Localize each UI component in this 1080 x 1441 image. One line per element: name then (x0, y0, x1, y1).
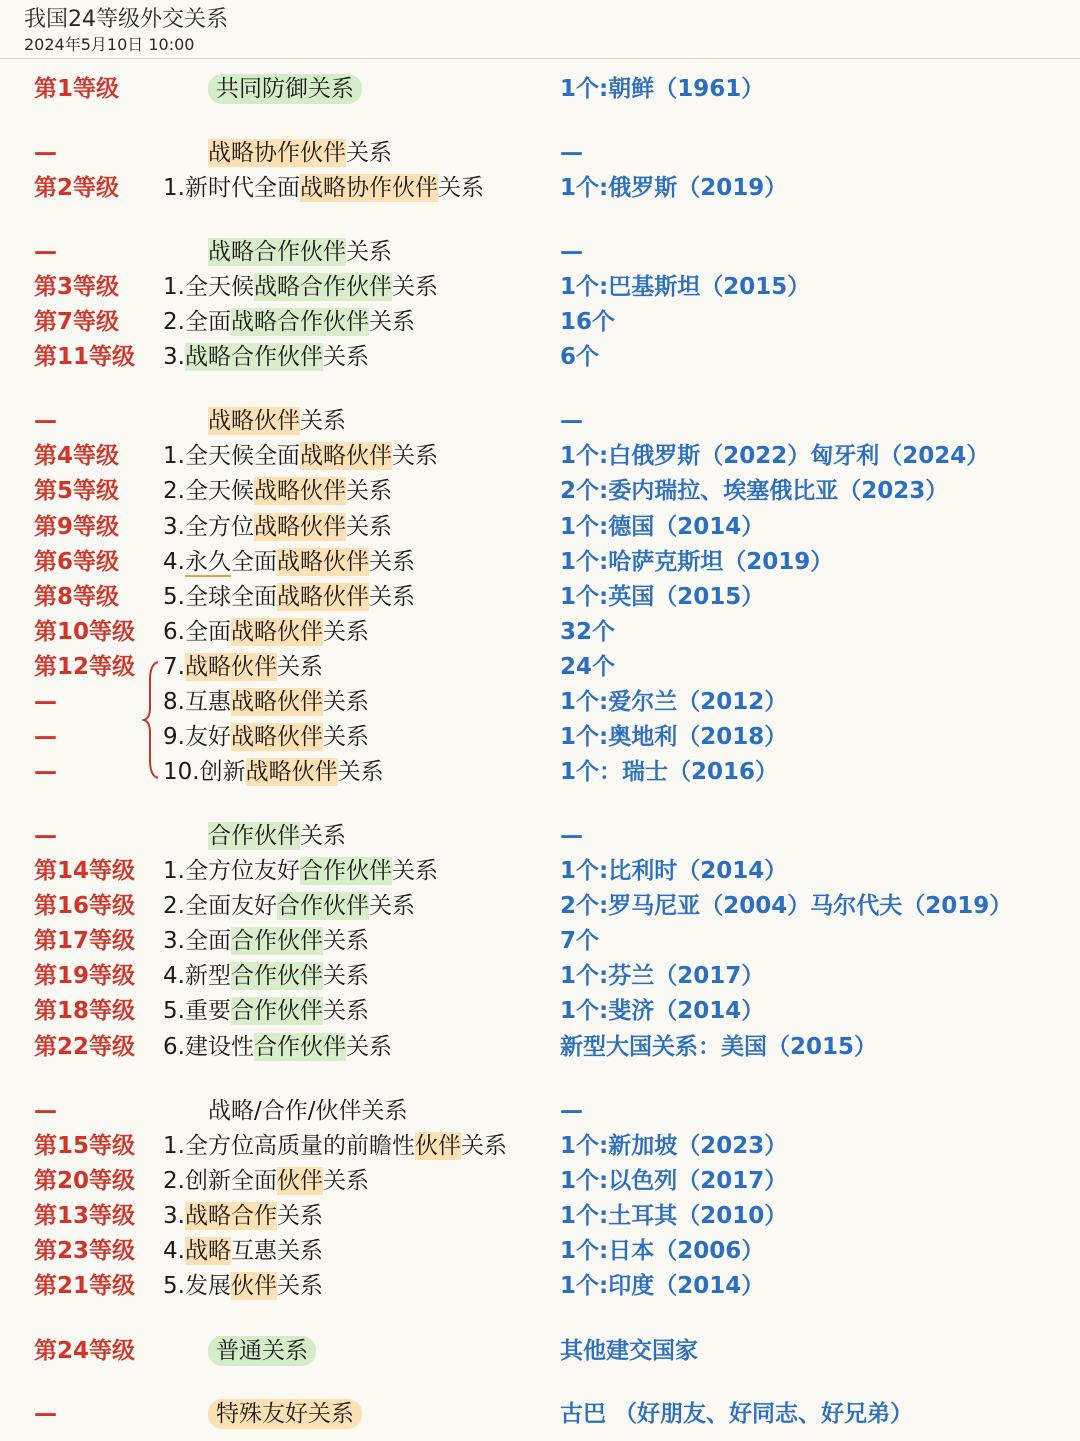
highlight-mark: 合作伙伴 (208, 823, 300, 849)
relation-text: 1.全方位友好 (163, 858, 300, 884)
relation-name (163, 580, 415, 615)
country-count: 1个:德国（2014） (560, 514, 765, 540)
highlight-mark: 战略伙伴 (230, 724, 323, 750)
relation-text: 5.全球全面 (163, 584, 277, 610)
country-count: — (560, 140, 583, 166)
level-label: — (34, 1098, 57, 1124)
relation-name (163, 1234, 323, 1269)
relation-name (208, 235, 392, 270)
country-count: — (560, 1098, 583, 1124)
highlight-mark: 战略伙伴 (245, 759, 338, 785)
relation-row (0, 924, 1080, 959)
relation-row (0, 1234, 1080, 1269)
level-label: 第7等级 (34, 309, 120, 335)
country-count: 1个:日本（2006） (560, 1238, 765, 1264)
relation-name (163, 305, 415, 340)
relation-name (163, 474, 392, 509)
highlight-pill: 普通关系 (208, 1336, 316, 1366)
relation-row (0, 959, 1080, 994)
relation-name (163, 1030, 392, 1065)
highlight-mark: 战略合作伙伴 (253, 274, 392, 300)
brace-bracket (142, 660, 162, 780)
relation-text: 关系 (276, 1203, 323, 1229)
relation-text: 5.发展 (163, 1273, 231, 1299)
level-label: 第21等级 (34, 1273, 136, 1299)
relation-row (0, 474, 1080, 509)
country-count: — (560, 823, 583, 849)
highlight-mark: 战略伙伴 (253, 478, 346, 504)
country-count: 1个:哈萨克斯坦（2019） (560, 549, 834, 575)
relation-text: 关系 (337, 759, 384, 785)
relation-row (0, 685, 1080, 720)
highlight-mark: 合作伙伴 (299, 858, 392, 884)
relation-text: 关系 (368, 584, 415, 610)
relation-text: 关系 (322, 998, 369, 1024)
level-label: 第22等级 (34, 1034, 136, 1060)
relation-text: 关系 (322, 724, 369, 750)
relation-row (0, 270, 1080, 305)
relation-row (0, 580, 1080, 615)
highlight-mark: 合作伙伴 (253, 1034, 346, 1060)
relation-text: 关系 (322, 928, 369, 954)
country-count: 1个:俄罗斯（2019） (560, 175, 788, 201)
level-label: — (34, 724, 57, 750)
level-label: 第18等级 (34, 998, 136, 1024)
relation-name (163, 1269, 323, 1304)
relation-text: 2.全天候 (163, 478, 254, 504)
level-label: 第8等级 (34, 584, 120, 610)
relation-text: 关系 (300, 823, 346, 849)
level-label: — (34, 140, 57, 166)
relation-name (163, 615, 369, 650)
highlight-mark: 战略 (184, 1238, 231, 1264)
level-label: 第2等级 (34, 175, 120, 201)
relation-name (163, 854, 438, 889)
country-count: 16个 (560, 309, 616, 335)
relation-text: 2.创新全面 (163, 1168, 277, 1194)
highlight-mark: 战略伙伴 (276, 584, 369, 610)
relation-text: 8.互惠 (163, 689, 231, 715)
level-label: 第16等级 (34, 893, 136, 919)
country-count: 7个 (560, 928, 600, 954)
relation-text: 1.全天候 (163, 274, 254, 300)
relation-name (163, 439, 438, 474)
relation-text: 关系 (276, 654, 323, 680)
country-count: 1个:爱尔兰（2012） (560, 689, 788, 715)
relation-text: 3. (163, 344, 185, 370)
relation-text: 4.新型 (163, 963, 231, 989)
highlight-mark: 战略合作伙伴 (184, 344, 323, 370)
relation-name (208, 72, 362, 107)
level-label: — (34, 759, 57, 785)
relation-row (0, 1094, 1080, 1129)
relation-text: 关系 (322, 1168, 369, 1194)
relation-name (208, 136, 392, 171)
relation-name (163, 994, 369, 1029)
relation-row (0, 136, 1080, 171)
country-count: 1个:英国（2015） (560, 584, 765, 610)
country-count: 古巴 （好朋友、好同志、好兄弟） (560, 1401, 914, 1427)
relation-text: 7. (163, 654, 185, 680)
relation-row (0, 650, 1080, 685)
relation-name (163, 545, 415, 580)
country-count: 其他建交国家 (560, 1338, 698, 1364)
relation-row (0, 545, 1080, 580)
relation-text: 关系 (391, 274, 438, 300)
relation-text: 3.全方位 (163, 514, 254, 540)
relation-text: 关系 (391, 443, 438, 469)
relation-row (0, 889, 1080, 924)
relation-row (0, 854, 1080, 889)
country-count: 1个:芬兰（2017） (560, 963, 765, 989)
country-count: 1个:朝鲜（1961） (560, 76, 765, 102)
highlight-mark: 合作伙伴 (230, 998, 323, 1024)
highlight-mark: 战略合作伙伴 (208, 239, 346, 265)
relation-row (0, 235, 1080, 270)
level-label: 第3等级 (34, 274, 120, 300)
level-label: — (34, 689, 57, 715)
country-count: 32个 (560, 619, 616, 645)
relation-row (0, 1129, 1080, 1164)
header-divider (0, 58, 1080, 59)
highlight-mark: 战略协作伙伴 (208, 140, 346, 166)
note-header (0, 0, 1080, 58)
highlight-mark: 战略合作 (184, 1203, 277, 1229)
relation-text: 关系 (322, 619, 369, 645)
level-label: 第9等级 (34, 514, 120, 540)
country-count: 1个:斐济（2014） (560, 998, 765, 1024)
relation-text: 关系 (345, 1034, 392, 1060)
relation-row (0, 72, 1080, 107)
note-timestamp: 2024年5月10日 10:00 (24, 35, 195, 54)
relation-row (0, 1269, 1080, 1304)
relation-name (163, 720, 369, 755)
country-count: 2个:委内瑞拉、埃塞俄比亚（2023） (560, 478, 949, 504)
relation-text: 关系 (300, 408, 346, 434)
relation-name (163, 1164, 369, 1199)
level-label: 第24等级 (34, 1338, 136, 1364)
relation-text: 1.新时代全面 (163, 175, 300, 201)
relation-name (163, 1129, 507, 1164)
level-label: 第1等级 (34, 76, 120, 102)
relation-text: 1.全方位高质量的前瞻性 (163, 1133, 415, 1159)
relation-row (0, 404, 1080, 439)
level-label: 第4等级 (34, 443, 120, 469)
highlight-mark: 战略伙伴 (208, 408, 300, 434)
relation-name (208, 404, 346, 439)
relation-text: 2.全面友好 (163, 893, 277, 919)
level-label: — (34, 408, 57, 434)
relation-row (0, 171, 1080, 206)
highlight-pill: 共同防御关系 (208, 74, 362, 104)
level-label: 第14等级 (34, 858, 136, 884)
relation-text: 关系 (460, 1133, 507, 1159)
country-count: — (560, 408, 583, 434)
highlight-mark: 战略伙伴 (230, 689, 323, 715)
relation-row (0, 1397, 1080, 1432)
relation-row (0, 1030, 1080, 1065)
relation-row (0, 340, 1080, 375)
level-label: 第17等级 (34, 928, 136, 954)
relation-name (208, 1334, 316, 1369)
highlight-mark: 伙伴 (230, 1273, 277, 1299)
relation-name (163, 650, 323, 685)
relation-text: 关系 (368, 549, 415, 575)
relation-text: 关系 (322, 689, 369, 715)
level-label: 第11等级 (34, 344, 136, 370)
relation-row (0, 994, 1080, 1029)
relation-name (163, 889, 415, 924)
relation-row (0, 819, 1080, 854)
relation-row (0, 439, 1080, 474)
relation-text: 3. (163, 1203, 185, 1229)
relation-text: 6.全面 (163, 619, 231, 645)
note-title: 我国24等级外交关系 (24, 7, 228, 32)
relation-name (163, 270, 438, 305)
country-count: 1个:新加坡（2023） (560, 1133, 788, 1159)
relation-text: 关系 (276, 1273, 323, 1299)
relation-text: 4. (163, 549, 185, 575)
highlight-mark: 合作伙伴 (230, 928, 323, 954)
relation-row (0, 305, 1080, 340)
relation-row (0, 1334, 1080, 1369)
relation-text: 全面 (230, 549, 277, 575)
level-label: — (34, 823, 57, 849)
level-label: 第15等级 (34, 1133, 136, 1159)
relation-text: 1.全天候全面 (163, 443, 300, 469)
relation-text: 6.建设性 (163, 1034, 254, 1060)
relation-name (163, 755, 384, 790)
country-count: 1个:以色列（2017） (560, 1168, 788, 1194)
relation-text: 关系 (345, 478, 392, 504)
highlight-mark: 伙伴 (414, 1133, 461, 1159)
relation-text: 4. (163, 1238, 185, 1264)
highlight-mark: 战略伙伴 (184, 654, 277, 680)
highlight-mark: 战略伙伴 (299, 443, 392, 469)
relation-text: 5.重要 (163, 998, 231, 1024)
level-label: 第13等级 (34, 1203, 136, 1229)
country-count: 1个：瑞士（2016） (560, 759, 779, 785)
level-label: 第5等级 (34, 478, 120, 504)
relation-text: 关系 (391, 858, 438, 884)
relation-text: 战略/合作/伙伴关系 (208, 1098, 408, 1124)
level-label: 第10等级 (34, 619, 136, 645)
country-count: 1个:奥地利（2018） (560, 724, 788, 750)
relation-name (163, 1199, 323, 1234)
relation-name (208, 1397, 362, 1432)
highlight-mark: 战略伙伴 (276, 549, 369, 575)
level-label: 第6等级 (34, 549, 120, 575)
relation-text: 关系 (345, 514, 392, 540)
country-count: 1个:印度（2014） (560, 1273, 765, 1299)
level-label: — (34, 1401, 57, 1427)
highlight-mark: 战略伙伴 (253, 514, 346, 540)
relation-name (163, 340, 369, 375)
relation-text: 10.创新 (163, 759, 246, 785)
relation-text: 关系 (368, 893, 415, 919)
relation-text: 互惠关系 (230, 1238, 323, 1264)
relation-row (0, 720, 1080, 755)
relation-text: 2.全面 (163, 309, 231, 335)
highlight-mark: 战略合作伙伴 (230, 309, 369, 335)
relation-row (0, 755, 1080, 790)
relation-name (208, 1094, 408, 1129)
country-count: 1个:巴基斯坦（2015） (560, 274, 811, 300)
relation-text: 9.友好 (163, 724, 231, 750)
highlight-mark: 伙伴 (276, 1168, 323, 1194)
relation-name (163, 959, 369, 994)
relation-row (0, 510, 1080, 545)
relation-row (0, 615, 1080, 650)
country-count: 6个 (560, 344, 600, 370)
country-count: 24个 (560, 654, 616, 680)
relation-name (163, 685, 369, 720)
level-label: 第12等级 (34, 654, 136, 680)
underlined-text: 永久 (184, 549, 231, 575)
country-count: 新型大国关系：美国（2015） (560, 1034, 878, 1060)
relation-text: 关系 (346, 140, 392, 166)
level-label: — (34, 239, 57, 265)
relation-text: 关系 (322, 344, 369, 370)
relation-text: 关系 (437, 175, 484, 201)
relation-row (0, 1199, 1080, 1234)
relation-row (0, 1164, 1080, 1199)
relation-name (163, 924, 369, 959)
country-count: — (560, 239, 583, 265)
relation-text: 关系 (346, 239, 392, 265)
level-label: 第23等级 (34, 1238, 136, 1264)
highlight-mark: 战略伙伴 (230, 619, 323, 645)
relation-name (208, 819, 346, 854)
relation-text: 3.全面 (163, 928, 231, 954)
highlight-mark: 战略协作伙伴 (299, 175, 438, 201)
level-label: 第20等级 (34, 1168, 136, 1194)
country-count: 2个:罗马尼亚（2004）马尔代夫（2019） (560, 893, 1013, 919)
country-count: 1个:比利时（2014） (560, 858, 788, 884)
relation-text: 关系 (368, 309, 415, 335)
level-label: 第19等级 (34, 963, 136, 989)
relation-name (163, 510, 392, 545)
highlight-mark: 合作伙伴 (276, 893, 369, 919)
highlight-mark: 合作伙伴 (230, 963, 323, 989)
country-count: 1个:白俄罗斯（2022）匈牙利（2024） (560, 443, 990, 469)
relation-name (163, 171, 484, 206)
highlight-pill: 特殊友好关系 (208, 1399, 362, 1429)
country-count: 1个:土耳其（2010） (560, 1203, 788, 1229)
relation-text: 关系 (322, 963, 369, 989)
